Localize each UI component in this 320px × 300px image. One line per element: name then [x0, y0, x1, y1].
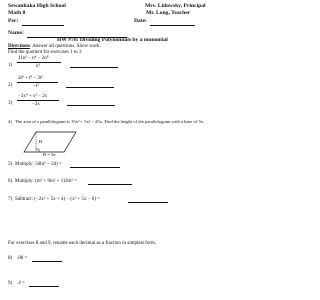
problem-3-fraction-bar — [17, 100, 59, 101]
worksheet-title: HW #78: Dividing Polynomials by a monomial — [57, 37, 168, 43]
problem-2-number: 2) — [8, 83, 13, 88]
right-angle-marker — [36, 149, 39, 152]
problem-2-denominator: −t³ — [33, 84, 39, 89]
problem-1-denominator: n³ — [36, 64, 40, 69]
problem-1-fraction-bar — [17, 62, 61, 63]
problem-3-number: 3) — [8, 101, 13, 106]
problem-7-answer-blank[interactable] — [128, 202, 168, 203]
height-label: H — [39, 139, 43, 144]
problem-5-text: Multiply: 5db(² − 2d) = — [15, 162, 62, 167]
problem-8-answer-blank[interactable] — [32, 261, 62, 262]
problem-5-number: 5) — [8, 162, 13, 167]
directions-text: : Answer all questions. Show work. — [29, 44, 101, 49]
problem-7-number: 7) — [8, 197, 13, 202]
directions — [8, 44, 101, 49]
problem-8-text: .88 = — [17, 256, 28, 261]
principal-name: Mrs. Lidowsky, Principal — [145, 3, 206, 9]
course-name: Math 8 — [8, 10, 26, 16]
problem-6-text: Multiply: (m² + 9m² + 1)3m² = — [15, 179, 77, 184]
problem-1-numerator: 11n³ − n⁴ − 2n⁸ — [18, 56, 49, 61]
period-label: Per: — [8, 18, 19, 24]
problem-3-answer-blank[interactable] — [67, 105, 115, 106]
base-label: B = 5x — [43, 152, 56, 157]
problem-1-number: 1) — [8, 63, 13, 68]
instructions-8-9: For exercises 8 and 9, rename each decimal as a fraction in simplest form. — [8, 241, 157, 246]
name-label: Name: — [8, 30, 24, 36]
teacher-name: Mr. Long, Teacher — [146, 10, 191, 16]
problem-3-denominator: −2x — [32, 102, 40, 107]
date-blank[interactable] — [150, 25, 195, 26]
problem-5-answer-blank[interactable] — [70, 167, 120, 168]
problem-3-numerator: −3x⁴ + x² − 2x — [18, 94, 48, 99]
directions-label: Directions — [8, 44, 30, 49]
problem-9-answer-blank[interactable] — [29, 286, 59, 287]
date-label: Date: — [134, 18, 148, 24]
problem-9-text: .4 = — [17, 281, 25, 286]
problem-2-answer-blank[interactable] — [66, 87, 114, 88]
problem-1-answer-blank[interactable] — [70, 67, 118, 68]
problem-6-answer-blank[interactable] — [88, 184, 132, 185]
period-blank[interactable] — [22, 25, 64, 26]
problem-4-number: 4) — [8, 119, 12, 124]
problem-6-number: 6) — [8, 179, 13, 184]
school-name: Sewanhaka High School — [8, 3, 66, 9]
parallelogram-shape — [24, 132, 76, 152]
problem-7-text: Subtract: (−2x² + 5x + 4) − (x² + 5x − 6) = — [15, 197, 100, 202]
problem-8-number: 8) — [8, 256, 13, 261]
problem-2-fraction-bar — [17, 82, 58, 83]
problem-2-numerator: 2t⁸ + t⁴ − 3t⁵ — [18, 76, 44, 81]
directions-subtext: Find the quotient for exercises 1 to 3 — [8, 50, 82, 55]
problem-4-text: The area of a parallelogram is 35x³ + 5x² − 25x. Find the height of the parallelogram with a base of 5x. — [15, 119, 205, 124]
problem-9-number: 9) — [8, 281, 13, 286]
